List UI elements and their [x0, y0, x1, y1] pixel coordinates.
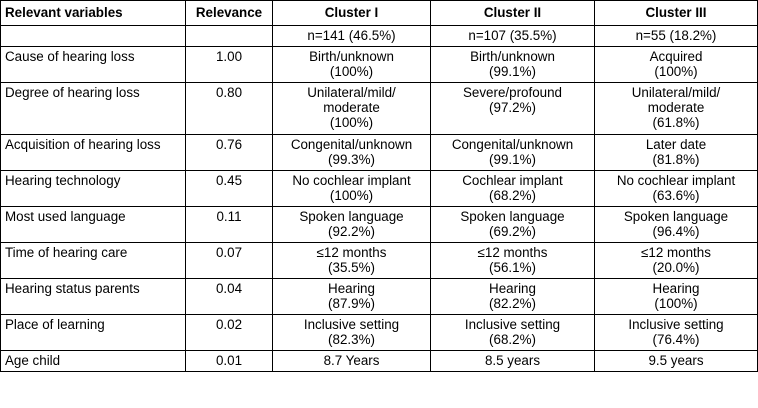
table-header-row — [1, 1, 758, 26]
cell-text-line: Spoken language — [460, 209, 565, 224]
cell-text-line: (100%) — [329, 188, 374, 203]
relevance-cell: 0.04 — [186, 279, 273, 315]
variable-name-cell: Cause of hearing loss — [1, 47, 186, 83]
cell-text-line: (100%) — [654, 296, 698, 311]
cell-text-line: (68.2%) — [489, 332, 536, 347]
cell-text-line: Congenital/unknown — [451, 137, 574, 152]
variable-name-cell: Acquisition of hearing loss — [1, 135, 186, 171]
cell-text-line: moderate — [647, 100, 705, 115]
cell-text-line: Acquired — [649, 49, 703, 64]
cell-text-line: (100%) — [329, 115, 374, 130]
cell-text-line: (82.3%) — [328, 332, 375, 347]
cell-text-line: Unilateral/mild/ — [631, 85, 721, 100]
cluster-3-cell — [595, 279, 758, 315]
cell-text-line: (100%) — [654, 64, 698, 79]
cluster-3-cell — [595, 47, 758, 83]
relevance-cell: 0.02 — [186, 315, 273, 351]
header-cluster-2: Cluster II — [431, 1, 595, 26]
variable-name-cell: Hearing status parents — [1, 279, 186, 315]
relevance-cell: 0.80 — [186, 83, 273, 135]
cell-text-line: Congenital/unknown — [290, 137, 413, 152]
cell-text-line: (82.2%) — [489, 296, 536, 311]
relevance-cell: 0.07 — [186, 243, 273, 279]
cluster-3-cell — [595, 171, 758, 207]
table-row — [1, 243, 758, 279]
cluster-3-cell — [595, 243, 758, 279]
cell-text-line: (76.4%) — [652, 332, 700, 347]
cluster-3-sample-size: n=55 (18.2%) — [595, 26, 758, 47]
table-row — [1, 47, 758, 83]
cluster-3-cell — [595, 83, 758, 135]
cell-text-line: (63.6%) — [652, 188, 700, 203]
cell-text-line: No cochlear implant — [292, 173, 411, 188]
cell-text-line: (96.4%) — [652, 224, 700, 239]
cell-text-line: (56.1%) — [489, 260, 536, 275]
cell-text-line: (99.1%) — [489, 64, 536, 79]
cluster-1-cell — [273, 207, 431, 243]
cluster-1-cell — [273, 351, 431, 372]
header-relevant-variables: Relevant variables — [1, 1, 186, 26]
variable-name-cell: Hearing technology — [1, 171, 186, 207]
variable-name-cell: Most used language — [1, 207, 186, 243]
cell-text-line: Inclusive setting — [628, 317, 724, 332]
cell-text-line: (81.8%) — [652, 152, 700, 167]
cluster-1-cell — [273, 135, 431, 171]
cell-text-line: (87.9%) — [328, 296, 375, 311]
variable-name-cell: Age child — [1, 351, 186, 372]
cell-text-line: moderate — [323, 100, 380, 115]
cell-text-line: Cochlear implant — [462, 173, 563, 188]
cell-text-line: Later date — [645, 137, 707, 152]
cell-text-line: (92.2%) — [328, 224, 375, 239]
cluster-2-cell — [431, 207, 595, 243]
table-row — [1, 171, 758, 207]
cluster-1-cell — [273, 315, 431, 351]
cluster-1-cell — [273, 83, 431, 135]
relevance-cell: 1.00 — [186, 47, 273, 83]
relevance-cell: 0.45 — [186, 171, 273, 207]
table-cell — [1, 26, 186, 47]
cluster-3-cell — [595, 351, 758, 372]
relevance-cell: 0.01 — [186, 351, 273, 372]
cluster-1-cell — [273, 243, 431, 279]
cluster-1-sample-size: n=141 (46.5%) — [273, 26, 431, 47]
table-row — [1, 351, 758, 372]
cell-text-line: Hearing — [328, 281, 375, 296]
cell-text-line: (99.3%) — [328, 152, 375, 167]
cell-text-line: Birth/unknown — [309, 49, 394, 64]
cell-text-line: (100%) — [329, 64, 374, 79]
cell-text-line: 8.5 years — [484, 353, 541, 368]
cluster-2-cell — [431, 171, 595, 207]
relevance-cell: 0.11 — [186, 207, 273, 243]
cell-text-line: (69.2%) — [489, 224, 536, 239]
cell-text-line: 9.5 years — [648, 353, 704, 368]
cluster-2-cell — [431, 351, 595, 372]
cell-text-line: Hearing — [489, 281, 536, 296]
table-cell — [186, 26, 273, 47]
cell-text-line: ≤12 months — [316, 245, 387, 260]
cell-text-line: Hearing — [652, 281, 700, 296]
cell-text-line: (68.2%) — [489, 188, 536, 203]
variable-name-cell: Place of learning — [1, 315, 186, 351]
cell-text-line: Inclusive setting — [464, 317, 561, 332]
table-row — [1, 83, 758, 135]
relevance-cell: 0.76 — [186, 135, 273, 171]
cell-text-line: Severe/profound — [462, 85, 562, 100]
cell-text-line: (20.0%) — [652, 260, 700, 275]
cell-text-line: ≤12 months — [641, 245, 711, 260]
cell-text-line: No cochlear implant — [616, 173, 736, 188]
cluster-3-cell — [595, 207, 758, 243]
cluster-3-cell — [595, 135, 758, 171]
cell-text-line: Birth/unknown — [470, 49, 555, 64]
cluster-2-cell — [431, 243, 595, 279]
table-row — [1, 279, 758, 315]
cluster-1-cell — [273, 279, 431, 315]
cell-text-line: (61.8%) — [652, 115, 700, 130]
table-row — [1, 315, 758, 351]
cell-text-line: (99.1%) — [489, 152, 536, 167]
cluster-2-sample-size: n=107 (35.5%) — [431, 26, 595, 47]
cell-text-line: ≤12 months — [477, 245, 548, 260]
cluster-1-cell — [273, 171, 431, 207]
variable-name-cell: Time of hearing care — [1, 243, 186, 279]
cluster-2-cell — [431, 279, 595, 315]
cell-text-line: (35.5%) — [328, 260, 375, 275]
cluster-2-cell — [431, 315, 595, 351]
sample-size-row — [1, 26, 758, 47]
header-cluster-1: Cluster I — [273, 1, 431, 26]
cell-text-line: Spoken language — [299, 209, 404, 224]
table-row — [1, 135, 758, 171]
cell-text-line: 8.7 Years — [323, 353, 380, 368]
cell-text-line: Unilateral/mild/ — [307, 85, 396, 100]
cluster-2-cell — [431, 135, 595, 171]
cluster-1-cell — [273, 47, 431, 83]
cluster-3-cell — [595, 315, 758, 351]
cell-text-line: Inclusive setting — [303, 317, 400, 332]
table-row — [1, 207, 758, 243]
cell-text-line: (97.2%) — [489, 100, 536, 115]
cell-text-line: Spoken language — [623, 209, 729, 224]
header-relevance: Relevance — [186, 1, 273, 26]
header-cluster-3: Cluster III — [595, 1, 758, 26]
cluster-2-cell — [431, 83, 595, 135]
cluster-2-cell — [431, 47, 595, 83]
variable-name-cell: Degree of hearing loss — [1, 83, 186, 135]
